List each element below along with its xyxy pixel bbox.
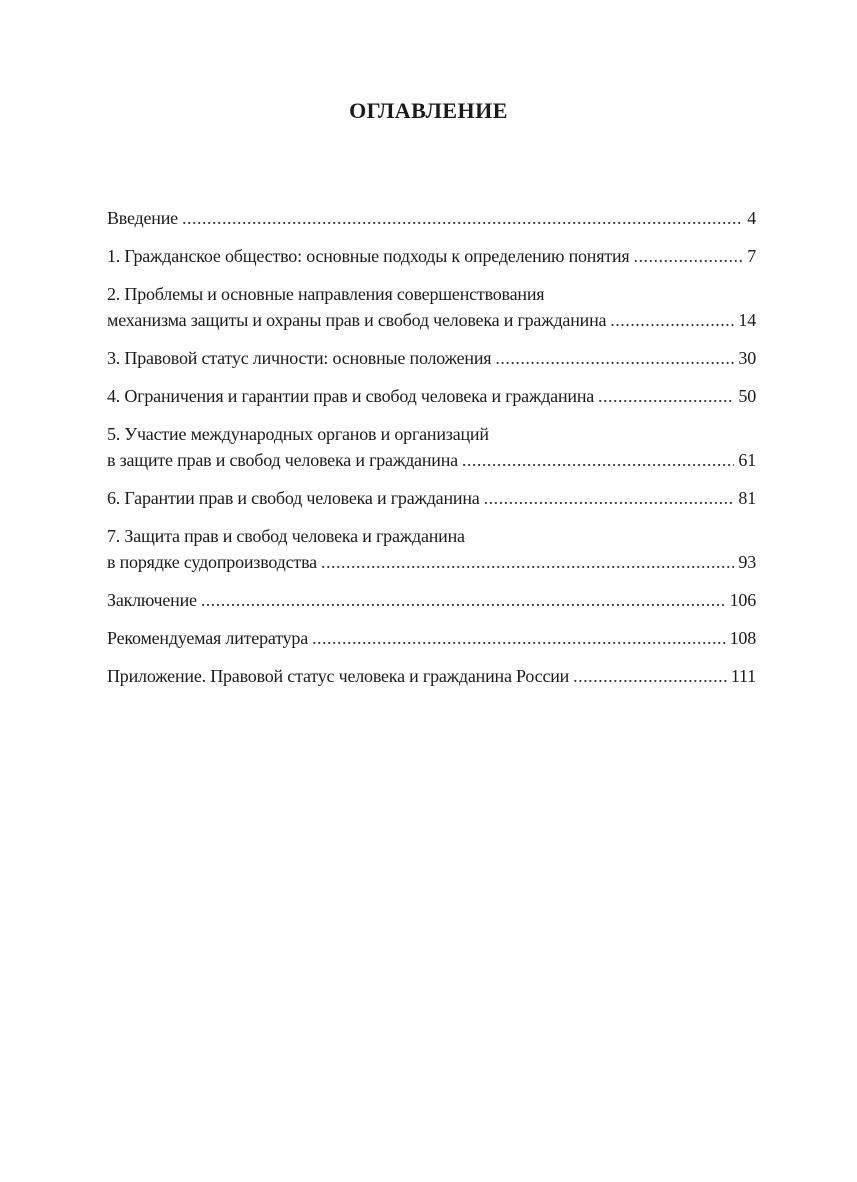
toc-page-number: 106 xyxy=(729,590,756,610)
toc-entry-title: механизма защиты и охраны прав и свобод человека и гражданина xyxy=(107,310,607,330)
toc-line xyxy=(107,345,756,371)
dot-leader xyxy=(201,587,726,613)
toc-entry-title-first-line: 5. Участие международных органов и организаций xyxy=(107,424,489,444)
toc-entry-appendix[interactable] xyxy=(107,663,756,689)
toc-page-number: 7 xyxy=(747,246,756,266)
dot-leader xyxy=(312,625,726,651)
toc-entry-title-first-line: 2. Проблемы и основные направления совершенствования xyxy=(107,284,545,304)
toc-line xyxy=(107,383,756,409)
toc-entry-title: Заключение xyxy=(107,590,197,610)
toc-entry-conclusion[interactable] xyxy=(107,587,756,613)
toc-entry-chapter-3[interactable] xyxy=(107,345,756,371)
toc-entry-title: Приложение. Правовой статус человека и гражданина России xyxy=(107,666,570,686)
toc-page-number: 111 xyxy=(730,666,756,686)
toc-entry-chapter-4[interactable] xyxy=(107,383,756,409)
toc-line xyxy=(107,625,756,651)
dot-leader xyxy=(495,345,734,371)
toc-line xyxy=(107,663,756,689)
toc-entry-title: 1. Гражданское общество: основные подходы к определению понятия xyxy=(107,246,630,266)
toc-entry-chapter-5[interactable] xyxy=(107,421,756,473)
toc-entry-title: в порядке судопроизводства xyxy=(107,552,317,572)
toc-entry-chapter-2[interactable] xyxy=(107,281,756,333)
toc-line xyxy=(107,243,756,269)
table-of-contents xyxy=(107,205,756,701)
toc-line xyxy=(107,549,756,575)
toc-entry-chapter-7[interactable] xyxy=(107,523,756,575)
toc-entry-title: в защите прав и свобод человека и гражданина xyxy=(107,450,458,470)
toc-line xyxy=(107,447,756,473)
toc-page-number: 108 xyxy=(729,628,756,648)
dot-leader xyxy=(484,485,735,511)
toc-page-number: 61 xyxy=(738,450,756,470)
toc-line xyxy=(107,587,756,613)
toc-line xyxy=(107,205,756,231)
toc-page-number: 4 xyxy=(747,208,756,228)
toc-page-number: 30 xyxy=(738,348,756,368)
dot-leader xyxy=(634,243,744,269)
toc-entry-title: Рекомендуемая литература xyxy=(107,628,309,648)
toc-entry-introduction[interactable] xyxy=(107,205,756,231)
toc-entry-title: 4. Ограничения и гарантии прав и свобод человека и гражданина xyxy=(107,386,595,406)
toc-page-number: 14 xyxy=(738,310,756,330)
toc-entry-title: 3. Правовой статус личности: основные положения xyxy=(107,348,492,368)
toc-page-number: 93 xyxy=(738,552,756,572)
dot-leader xyxy=(182,205,743,231)
toc-page-number: 50 xyxy=(738,386,756,406)
toc-entry-title: Введение xyxy=(107,208,178,228)
toc-entry-title: 6. Гарантии прав и свобод человека и гражданина xyxy=(107,488,480,508)
dot-leader xyxy=(598,383,734,409)
toc-page-number: 81 xyxy=(738,488,756,508)
toc-line xyxy=(107,485,756,511)
page-title: ОГЛАВЛЕНИЕ xyxy=(349,98,508,123)
dot-leader xyxy=(610,307,734,333)
dot-leader xyxy=(462,447,734,473)
dot-leader xyxy=(321,549,734,575)
toc-entry-title-first-line: 7. Защита прав и свобод человека и гражданина xyxy=(107,526,465,546)
dot-leader xyxy=(573,663,727,689)
toc-entry-literature[interactable] xyxy=(107,625,756,651)
toc-entry-chapter-1[interactable] xyxy=(107,243,756,269)
toc-entry-chapter-6[interactable] xyxy=(107,485,756,511)
toc-line xyxy=(107,307,756,333)
